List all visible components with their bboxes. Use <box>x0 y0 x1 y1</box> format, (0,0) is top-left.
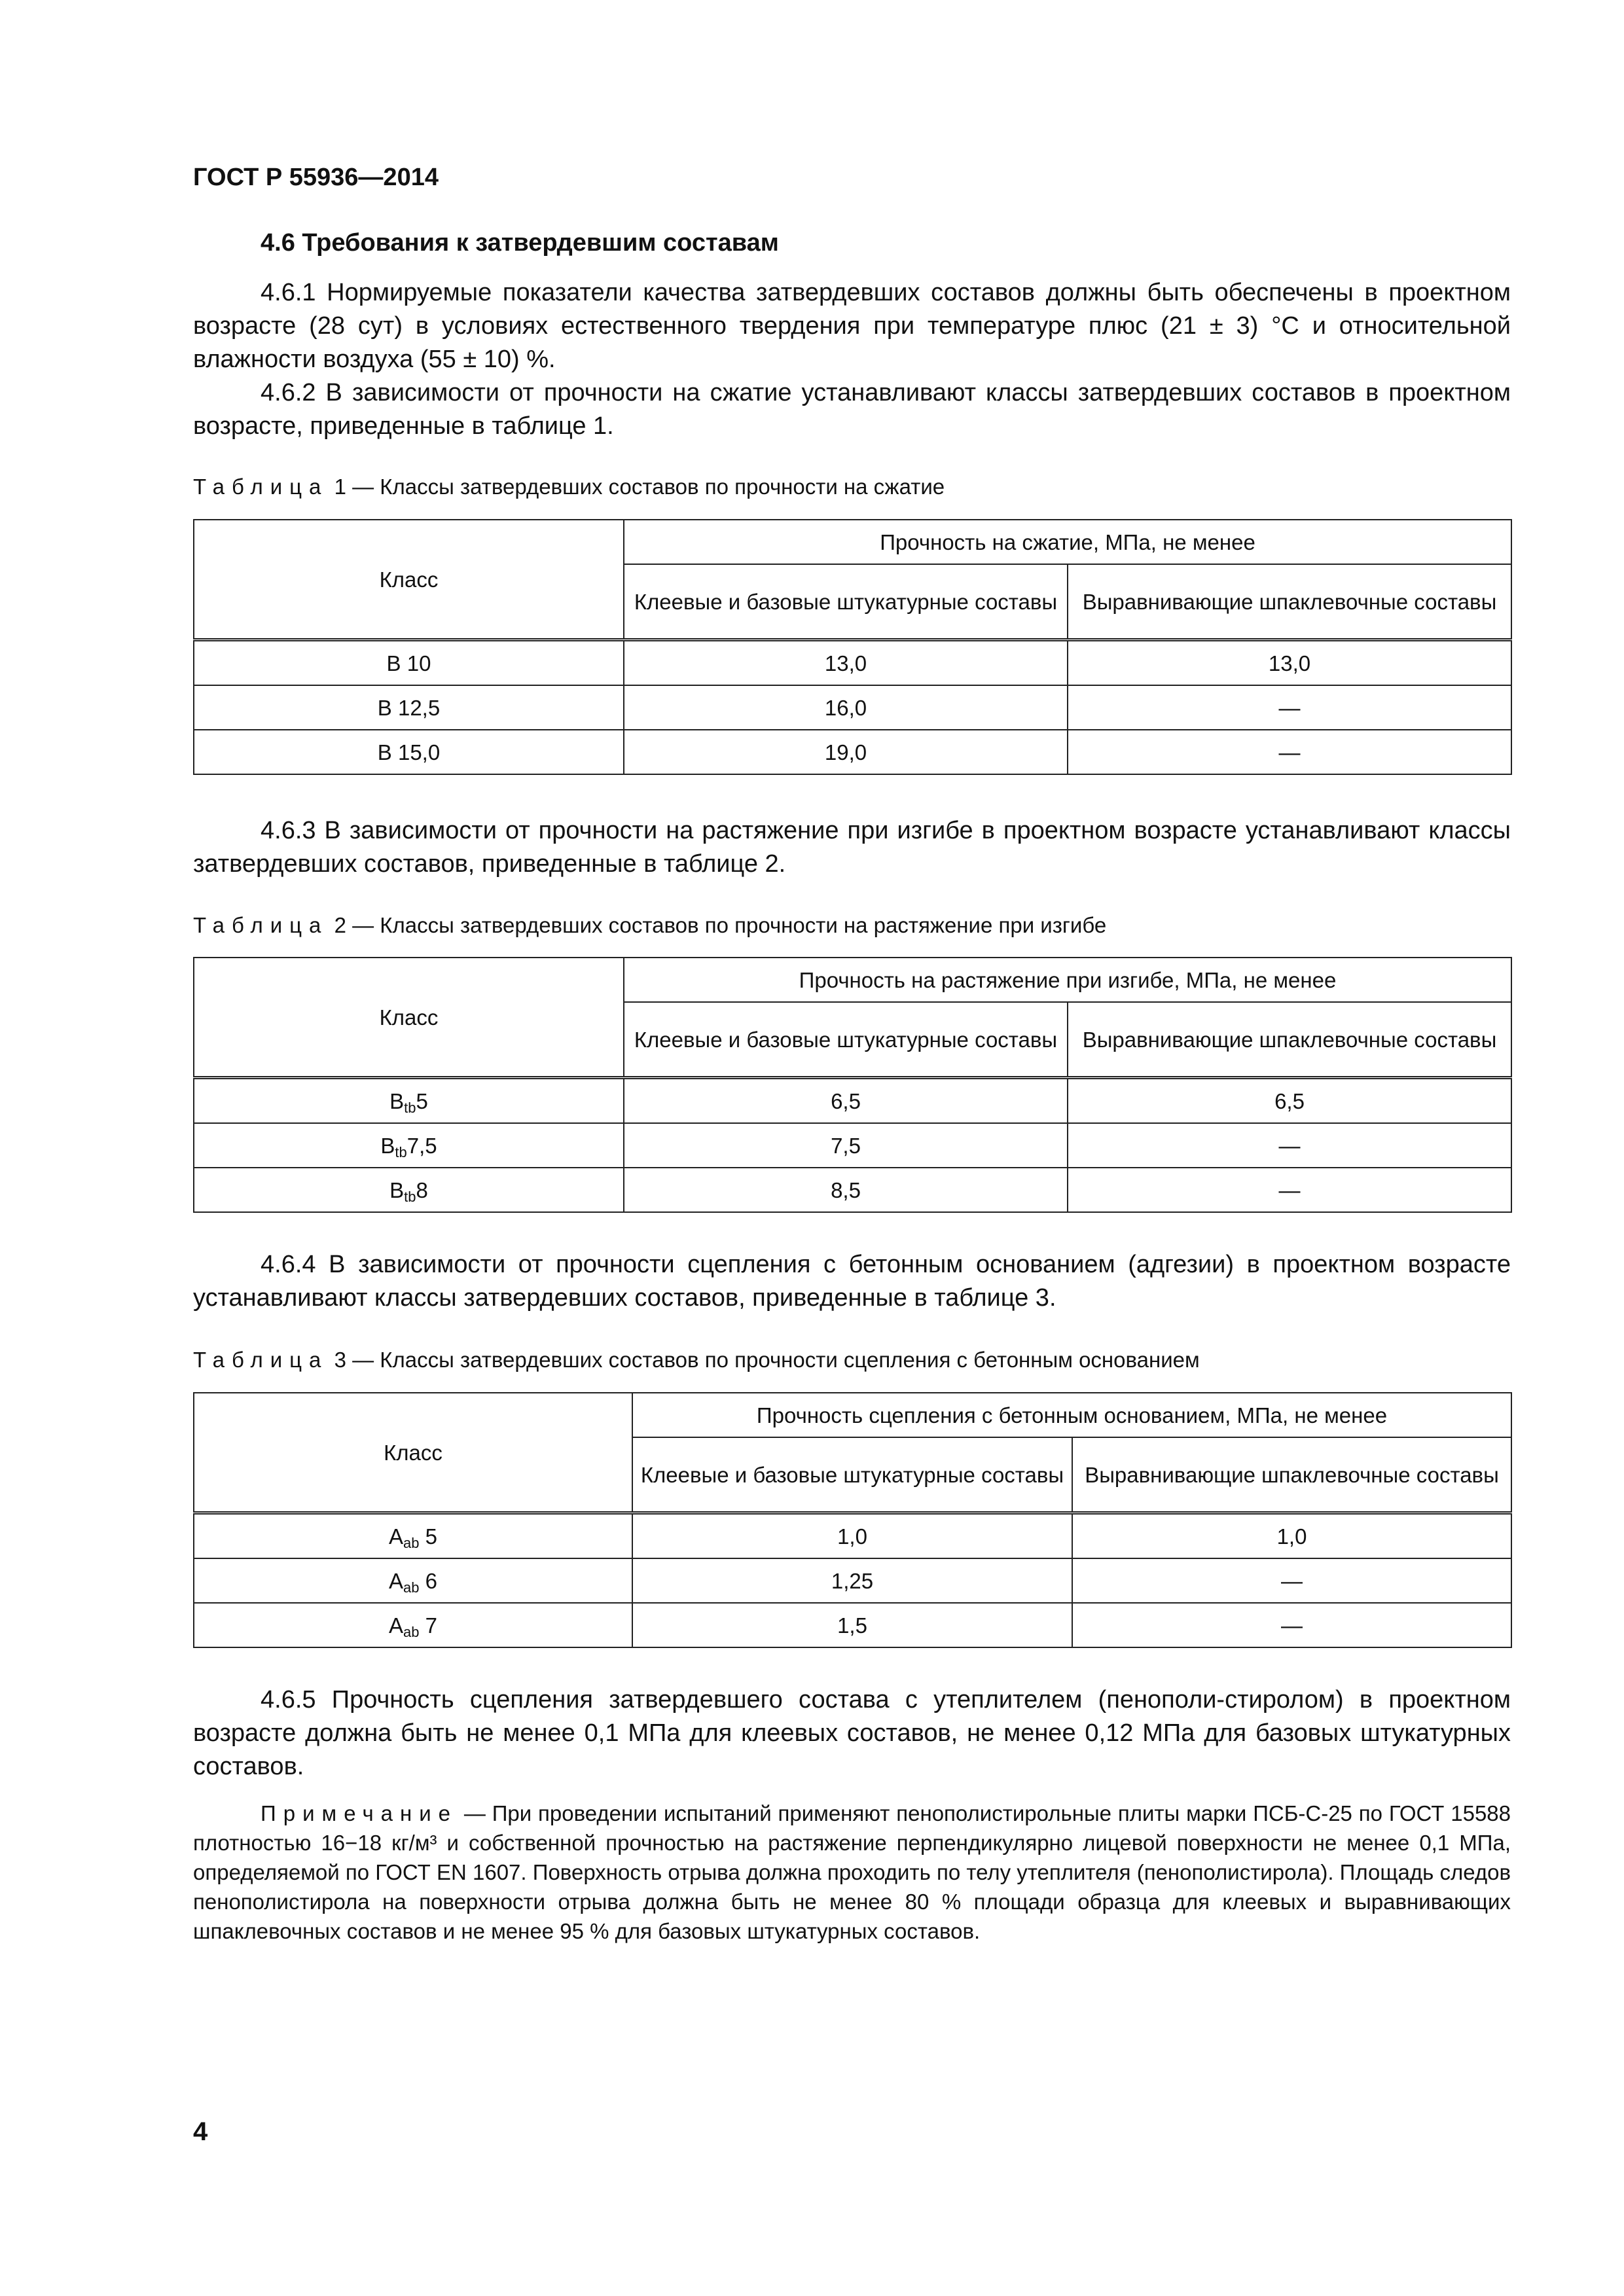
table-cell-value: 1,5 <box>632 1603 1072 1647</box>
paragraph-4-6-4: 4.6.4 В зависимости от прочности сцепления с бетонным основанием (адгезии) в проектном возрасте устанавливают классы затвердевших составов, приведенные в таблице 3. <box>193 1251 1511 1312</box>
table-cell-class: $B_{tb}7,5$ <box>194 1123 624 1168</box>
table-2-header-class: Класс <box>194 958 624 1078</box>
table-3-header-group: Прочность сцепления с бетонным основанием, МПа, не менее <box>632 1393 1511 1437</box>
table-3-header-leveling: Выравнивающие шпаклевочные составы <box>1072 1437 1511 1513</box>
table-row <box>194 1123 1511 1168</box>
table-cell-value: — <box>1068 1168 1511 1212</box>
table-cell-class: $B_{tb}8$ <box>194 1168 624 1212</box>
table-cell-value: 13,0 <box>624 640 1068 686</box>
note-label: Примечание <box>261 1801 458 1825</box>
paragraph-4-6-1: 4.6.1 Нормируемые показатели качества затвердевших составов должны быть обеспечены в проектном возрасте (28 сут) в условиях естественного твердения при температуре плюс (21 ± 3) °С и относительной влажности воздуха (55 ± 10) %. <box>193 279 1511 373</box>
table-1-header-leveling: Выравнивающие шпаклевочные составы <box>1068 564 1511 640</box>
paragraph-4-6-5: 4.6.5 Прочность сцепления затвердевшего состава с утеплителем (пенополи-стиролом) в проектном возрасте должна быть не менее 0,1 МПа для клеевых составов, не менее 0,12 МПа для базовых штукатурных составов. <box>193 1686 1511 1780</box>
document-code: ГОСТ Р 55936—2014 <box>193 164 439 191</box>
table-row <box>194 1078 1511 1124</box>
table-2-caption-label: Таблица <box>193 913 329 937</box>
table-cell-class: В 10 <box>194 640 624 686</box>
note-text: — При проведении испытаний применяют пенополистирольные плиты марки ПСБ-С-25 по ГОСТ 15588 плотностью 16−18 кг/м³ и собственной прочностью на растяжение перпендикулярно лицевой поверхности не менее 0,1 МПа, определяемой по ГОСТ EN 1607. Поверхность отрыва должна проходить по телу утеплителя (пенополистирола). Площадь следов пенополистирола на поверхности отрыва должна быть не менее 80 % площади образца для клеевых и выравнивающих шпаклевочных составов и не менее 95 % для базовых штукатурных составов. <box>193 1801 1511 1943</box>
table-cell-value: — <box>1072 1558 1511 1603</box>
table-cell-value: 6,5 <box>1068 1078 1511 1124</box>
table-2-header-group: Прочность на растяжение при изгибе, МПа, не менее <box>624 958 1511 1002</box>
table-cell-value: 16,0 <box>624 685 1068 730</box>
table-row <box>194 1168 1511 1212</box>
table-3 <box>193 1392 1512 1648</box>
table-1-caption-text: 1 — Классы затвердевших составов по прочности на сжатие <box>334 475 945 499</box>
table-cell-class: В 15,0 <box>194 730 624 774</box>
table-cell-value: 19,0 <box>624 730 1068 774</box>
table-3-header-class: Класс <box>194 1393 632 1513</box>
table-2-header-adhesive: Клеевые и базовые штукатурные составы <box>624 1002 1068 1078</box>
table-2 <box>193 957 1512 1213</box>
table-cell-class: В 12,5 <box>194 685 624 730</box>
paragraph-4-6-3: 4.6.3 В зависимости от прочности на растяжение при изгибе в проектном возрасте устанавливают классы затвердевших составов, приведенные в таблице 2. <box>193 817 1511 878</box>
table-cell-value: 8,5 <box>624 1168 1068 1212</box>
table-2-caption <box>193 913 1106 938</box>
table-3-caption-label: Таблица <box>193 1348 329 1372</box>
table-cell-class: $A_{ab}$ 5 <box>194 1513 632 1559</box>
table-cell-value: — <box>1072 1603 1511 1647</box>
table-1-header-group: Прочность на сжатие, МПа, не менее <box>624 520 1511 564</box>
table-1-caption <box>193 475 945 499</box>
table-cell-class: $A_{ab}$ 6 <box>194 1558 632 1603</box>
table-1-header-adhesive: Клеевые и базовые штукатурные составы <box>624 564 1068 640</box>
table-cell-value: 1,0 <box>1072 1513 1511 1559</box>
table-cell-value: — <box>1068 1123 1511 1168</box>
table-cell-class: $B_{tb}5$ <box>194 1078 624 1124</box>
table-row <box>194 685 1511 730</box>
table-cell-value: — <box>1068 685 1511 730</box>
table-1-header-class: Класс <box>194 520 624 640</box>
table-cell-value: 1,0 <box>632 1513 1072 1559</box>
table-row <box>194 640 1511 686</box>
table-cell-class: $A_{ab}$ 7 <box>194 1603 632 1647</box>
table-3-caption-text: 3 — Классы затвердевших составов по прочности сцепления с бетонным основанием <box>334 1348 1200 1372</box>
table-1 <box>193 519 1512 775</box>
note <box>193 1799 1511 1946</box>
table-cell-value: 1,25 <box>632 1558 1072 1603</box>
table-cell-value: 13,0 <box>1068 640 1511 686</box>
table-cell-value: — <box>1068 730 1511 774</box>
table-row <box>194 1603 1511 1647</box>
page-number: 4 <box>193 2117 208 2146</box>
table-3-caption <box>193 1348 1200 1372</box>
table-2-header-leveling: Выравнивающие шпаклевочные составы <box>1068 1002 1511 1078</box>
table-row <box>194 1513 1511 1559</box>
table-row <box>194 1558 1511 1603</box>
table-1-caption-label: Таблица <box>193 475 329 499</box>
table-2-caption-text: 2 — Классы затвердевших составов по прочности на растяжение при изгибе <box>334 913 1107 937</box>
paragraph-4-6-2: 4.6.2 В зависимости от прочности на сжатие устанавливают классы затвердевших составов в проектном возрасте, приведенные в таблице 1. <box>193 379 1511 440</box>
table-row <box>194 730 1511 774</box>
table-cell-value: 6,5 <box>624 1078 1068 1124</box>
table-3-header-adhesive: Клеевые и базовые штукатурные составы <box>632 1437 1072 1513</box>
table-cell-value: 7,5 <box>624 1123 1068 1168</box>
section-heading: 4.6 Требования к затвердевшим составам <box>261 229 779 257</box>
